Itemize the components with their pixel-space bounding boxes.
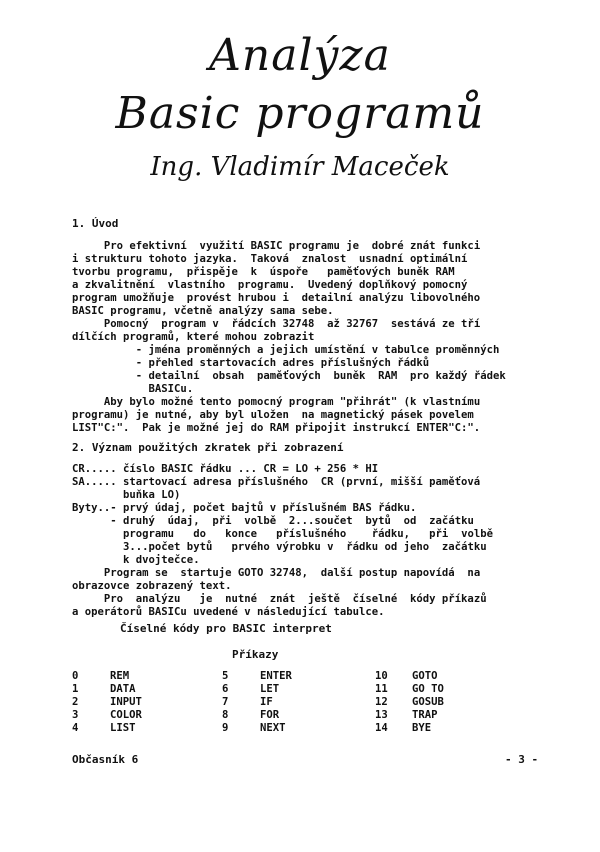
code-number: 3 — [72, 709, 79, 721]
text-line: SA..... startovací adresa příslušného CR (první, mišší paměťová — [72, 476, 481, 488]
text-line: Program se startuje GOTO 32748, další postup napovídá na — [72, 567, 481, 579]
author-line: Ing. Vladimír Maceček — [150, 152, 450, 182]
text-line: Byty..- prvý údaj, počet bajtů v příslušném BAS řádku. — [72, 502, 417, 514]
section-1-heading: 1. Úvod — [72, 217, 119, 230]
code-number: 6 — [222, 683, 229, 695]
table-caption: Číselné kódy pro BASIC interpret — [120, 622, 332, 635]
text-line: dílčích programů, které mohou zobrazit — [72, 331, 315, 343]
code-number: 1 — [72, 683, 79, 695]
text-line: k dvojtečce. — [72, 554, 200, 566]
command-name: GOSUB — [412, 696, 444, 708]
text-line: 3...počet bytů prvého výrobku v řádku od jeho začátku — [72, 541, 487, 553]
text-line: programu do konce příslušného řádku, při volbě — [72, 528, 493, 540]
code-number: 9 — [222, 722, 229, 734]
text-line: - jména proměnných a jejich umístění v tabulce proměnných — [72, 344, 500, 356]
text-line: obrazovce zobrazený text. — [72, 580, 232, 592]
text-line: program umožňuje provést hrubou i detailní analýzu libovolného — [72, 292, 481, 304]
command-name: DATA — [110, 683, 136, 695]
code-number: 13 — [375, 709, 388, 721]
command-name: ENTER — [260, 670, 292, 682]
code-number: 8 — [222, 709, 229, 721]
code-number: 4 — [72, 722, 79, 734]
footer-page-number: - 3 - — [505, 753, 539, 766]
title-line-2: Basic programů — [115, 88, 485, 139]
command-name: LET — [260, 683, 280, 695]
text-line: buňka LO) — [72, 489, 181, 501]
footer-publication: Občasník 6 — [72, 753, 139, 766]
code-number: 7 — [222, 696, 229, 708]
table-subcaption: Příkazy — [232, 648, 279, 661]
command-name: INPUT — [110, 696, 142, 708]
text-line: Pomocný program v řádcích 32748 až 32767 sestává ze tří — [72, 318, 481, 330]
command-name: REM — [110, 670, 130, 682]
text-line: Pro analýzu je nutné znát ještě číselné kódy příkazů — [72, 593, 487, 605]
text-line: a zkvalitnění vlastního programu. Uvedený doplňkový pomocný — [72, 279, 468, 291]
section-2-heading: 2. Význam použitých zkratek při zobrazení — [72, 441, 344, 454]
code-number: 11 — [375, 683, 388, 695]
code-number: 10 — [375, 670, 388, 682]
code-number: 14 — [375, 722, 388, 734]
title-line-1: Analýza — [209, 30, 391, 81]
section-1-body — [72, 240, 554, 435]
command-code-table — [72, 670, 552, 740]
section-2-body — [72, 463, 554, 619]
command-name: TRAP — [412, 709, 438, 721]
text-line: - druhý údaj, při volbě 2...součet bytů od začátku — [72, 515, 474, 527]
code-number: 0 — [72, 670, 79, 682]
text-line: BASICu. — [72, 383, 194, 395]
command-name: LIST — [110, 722, 136, 734]
command-name: FOR — [260, 709, 280, 721]
command-name: BYE — [412, 722, 432, 734]
text-line: programu) je nutné, aby byl uložen na magnetický pásek povelem — [72, 409, 474, 421]
text-line: Aby bylo možné tento pomocný program "přihrát" (k vlastnímu — [72, 396, 481, 408]
code-number: 5 — [222, 670, 229, 682]
command-name: COLOR — [110, 709, 142, 721]
command-name: GOTO — [412, 670, 438, 682]
code-number: 2 — [72, 696, 79, 708]
text-line: LIST"C:". Pak je možné jej do RAM připojit instrukcí ENTER"C:". — [72, 422, 481, 434]
text-line: CR..... číslo BASIC řádku ... CR = LO + 256 * HI — [72, 463, 379, 475]
text-line: - přehled startovacích adres příslušných řádků — [72, 357, 430, 369]
code-number: 12 — [375, 696, 388, 708]
text-line: Pro efektivní využití BASIC programu je dobré znát funkci — [72, 240, 481, 252]
text-line: i strukturu tohoto jazyka. Taková znalost usnadní optimální — [72, 253, 468, 265]
text-line: a operátorů BASICu uvedené v následující tabulce. — [72, 606, 385, 618]
command-name: NEXT — [260, 722, 286, 734]
text-line: - detailní obsah paměťových buněk RAM pro každý řádek — [72, 370, 506, 382]
text-line: tvorbu programu, přispěje k úspoře paměťových buněk RAM — [72, 266, 455, 278]
command-name: IF — [260, 696, 273, 708]
command-name: GO TO — [412, 683, 444, 695]
text-line: BASIC programu, včetně analýzy sama sebe. — [72, 305, 334, 317]
